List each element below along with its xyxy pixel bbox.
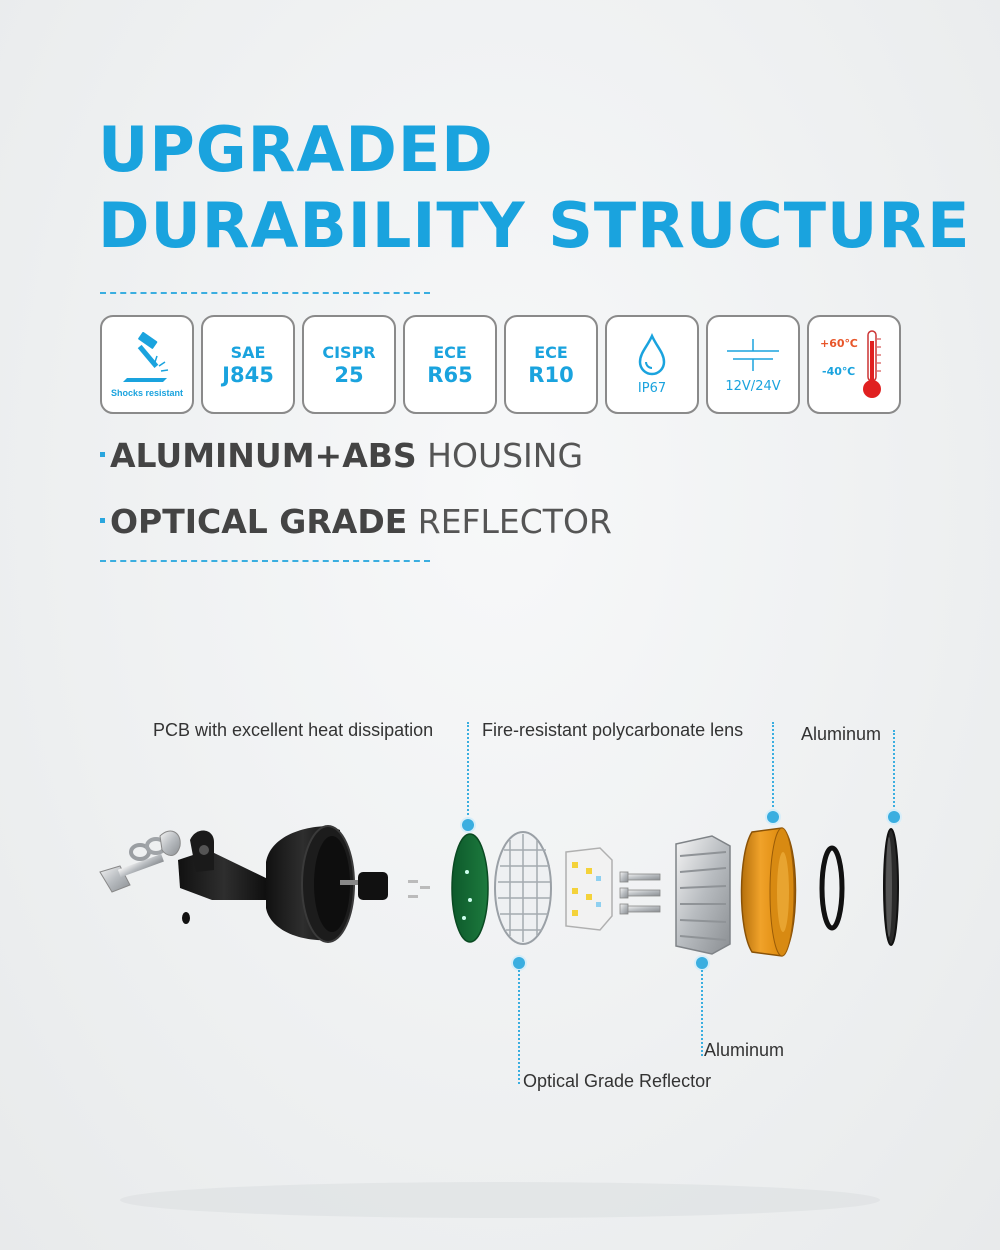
badge-line-2: R65 — [427, 362, 473, 387]
feature-bold: OPTICAL GRADE — [110, 502, 408, 541]
callout-line-pcb — [467, 722, 469, 822]
callout-line-aluminum-bottom — [701, 966, 703, 1056]
badge-line-1: CISPR — [322, 342, 376, 362]
feature-thin: REFLECTOR — [407, 502, 612, 541]
badge-label: IP67 — [637, 381, 667, 396]
callout-reflector: Optical Grade Reflector — [523, 1071, 712, 1091]
callout-dot-pcb — [462, 819, 474, 831]
aluminum-heatsink — [676, 836, 730, 954]
badge-line-1: SAE — [230, 342, 266, 362]
floor-shadow — [120, 1182, 880, 1218]
callout-aluminum-bottom: Aluminum — [704, 1040, 785, 1060]
badge-line-2: J845 — [222, 362, 274, 387]
badge-line-2: R10 — [528, 362, 574, 387]
amber-lens — [742, 828, 796, 956]
optical-reflector — [495, 832, 551, 944]
bolt-and-washers — [100, 831, 180, 892]
badge-label: 12V/24V — [725, 379, 781, 394]
pcb-board — [452, 834, 488, 942]
led-carrier — [566, 848, 612, 930]
mounting-screws — [620, 872, 660, 914]
callout-line-reflector — [518, 966, 520, 1084]
callout-pcb: PCB with excellent heat dissipation — [153, 720, 434, 740]
badge-line-1: ECE — [433, 342, 467, 362]
callout-line-lens — [772, 722, 774, 814]
badge-label: Shocks resistant — [110, 387, 184, 398]
badge-line-2: 25 — [334, 362, 364, 387]
o-ring — [822, 848, 842, 928]
housing — [178, 826, 388, 942]
callout-dot-aluminum-top — [888, 811, 900, 823]
small-screws — [408, 880, 430, 898]
aluminum-cap — [884, 829, 898, 945]
temp-high: +60℃ — [820, 336, 858, 350]
feature-bold: ALUMINUM+ABS — [110, 436, 417, 475]
callout-dot-lens — [767, 811, 779, 823]
badge-line-1: ECE — [534, 342, 568, 362]
callout-aluminum-top: Aluminum — [801, 724, 882, 744]
feature-thin: HOUSING — [416, 436, 584, 475]
callout-line-aluminum-top — [893, 730, 895, 814]
title-line-2: DURABILITY STRUCTURE — [98, 189, 971, 262]
callout-lens: Fire-resistant polycarbonate lens — [482, 720, 744, 740]
title-line-1: UPGRADED — [98, 113, 494, 186]
temp-low: -40℃ — [822, 364, 856, 378]
